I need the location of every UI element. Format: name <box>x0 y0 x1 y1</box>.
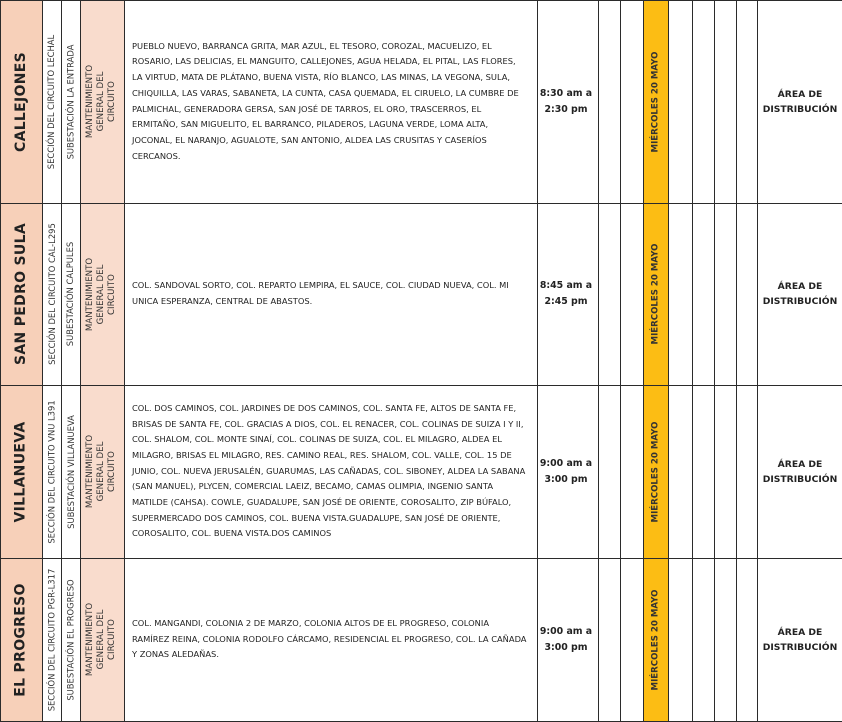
area-line-2: DISTRIBUCIÓN <box>762 473 838 485</box>
time-end: 2:30 pm <box>544 103 588 115</box>
affected-sectors: COL. SANDOVAL SORTO, COL. REPARTO LEMPIRA, EL SAUCE, COL. CIUDAD NUEVA, COL. MI UNICA ESPERANZA, CENTRAL DE ABASTOS. <box>132 280 509 306</box>
section-cell <box>42 203 61 385</box>
circuit-section: SECCIÓN DEL CIRCUITO VNU L391 <box>46 399 57 544</box>
column-divider <box>714 0 715 722</box>
work-cell <box>80 558 124 721</box>
work-cell <box>80 385 124 558</box>
affected-sectors: PUEBLO NUEVO, BARRANCA GRITA, MAR AZUL, EL TESORO, COROZAL, MACUELIZO, EL ROSARIO, LAS DELICIAS, EL MANGUITO, CALLEJONES, AGUA HELADA, EL PITAL, LAS FLORES, LA VIRTUD, MATA DE PLÁTANO, BUENA VISTA, RÍO BLANCO, LAS MINAS, LA VEGONA, SULA, CHIQUILLA, LAS VARAS, SABANETA, LA CUNTA, CASA QUEMADA, EL CIRUELO, LA CUMBRE DE PALMICHAL, GENERADORA GERSA, SAN JOSÉ DE TARROS, EL ORO, TRASCERROS, EL ERMITAÑO, SAN MIGUELITO, EL BARRANCO, PILADEROS, LAGUNA VERDE, LOMA ALTA, JOCONAL, EL NARANJO, AGUALOTE, SAN ANTONIO, ALDEA LAS CRUSITAS Y CASERÍOS CERCANOS. <box>132 40 519 161</box>
city-name: VILLANUEVA <box>13 420 29 523</box>
work-description: MANTENIMIENTO GENERAL DEL CIRCUITO <box>85 257 118 331</box>
work-description: MANTENIMIENTO GENERAL DEL CIRCUITO <box>85 434 118 509</box>
city-name: EL PROGRESO <box>13 582 30 697</box>
date-cell <box>643 203 668 385</box>
city-cell <box>0 558 42 721</box>
column-divider <box>620 0 621 722</box>
area-line-1: ÁREA DE <box>777 88 823 100</box>
area-line-2: DISTRIBUCIÓN <box>762 641 838 653</box>
affected-sectors: COL. DOS CAMINOS, COL. JARDINES DE DOS CAMINOS, COL. SANTA FE, ALTOS DE SANTA FE, BRISAS DE SANTA FE, COL. GRACIAS A DIOS, COL. EL RENACER, COL. COLINAS DE SUIZA I Y II, COL. SHALOM, COL. MONTE SINAÍ, COL. COLINAS DE SUIZA, COL. EL MILAGRO, ALDEA EL MILAGRO, BRISAS EL MILAGRO, RES. CAMINO REAL, RES. SHALOM, COL. VALLE, COL. 15 DE JUNIO, COL. NUEVA JERUSALÉN, GUARUMAS, LAS CAÑADAS, COL. SIBONEY, ALDEA LA SABANA (SAN MANUEL), PLYCEN, COMERCIAL LAEIZ, BECAMO, CAMAS OLIMPIA, INGENIO SANTA MATILDE (CAHSA). COWLE, GUADALUPE, SAN JOSÉ DE ORIENTE, COROSALITO, ZIP BÚFALO, SUPERMERCADO DOS CAMINOS, COL. BUENA VISTA.GUADALUPE, SAN JOSÉ DE ORIENTE, COROSALITO, COL. BUENA VISTA.DOS CAMINOS <box>132 402 526 539</box>
column-divider <box>598 0 599 722</box>
work-cell <box>80 203 124 385</box>
column-divider <box>736 0 737 722</box>
substation-name: SUBESTACIÓN VILLANUEVA <box>65 414 76 529</box>
column-divider <box>692 0 693 722</box>
sectors-cell <box>132 0 528 203</box>
substation-name: SUBESTACIÓN LA ENTRADA <box>65 44 76 159</box>
time-end: 3:00 pm <box>544 473 588 485</box>
section-cell <box>42 558 61 721</box>
area-line-1: ÁREA DE <box>777 626 823 638</box>
time-cell <box>538 203 594 385</box>
area-line-1: ÁREA DE <box>777 458 823 470</box>
area-line-1: ÁREA DE <box>777 281 823 292</box>
work-description: MANTENIMIENTO GENERAL DEL CIRCUITO <box>85 602 118 677</box>
column-divider <box>124 0 125 722</box>
time-start: 9:00 am a <box>539 457 593 469</box>
area-cell <box>758 0 842 203</box>
time-cell <box>538 0 594 203</box>
city-cell <box>0 385 42 558</box>
circuit-section: SECCIÓN DEL CIRCUITO PGR-L317 <box>46 568 57 711</box>
time-cell <box>538 385 594 558</box>
date-cell <box>643 0 668 203</box>
time-cell <box>538 558 594 721</box>
time-start: 9:00 am a <box>539 625 593 637</box>
area-cell <box>758 203 842 385</box>
substation-cell <box>61 0 80 203</box>
area-line-2: DISTRIBUCIÓN <box>762 296 838 307</box>
section-cell <box>42 0 61 203</box>
time-end: 3:00 pm <box>544 641 588 653</box>
sectors-cell <box>132 203 528 385</box>
substation-name: SUBESTACIÓN CALPULES <box>65 241 76 347</box>
time-end: 2:45 pm <box>544 296 588 307</box>
area-cell <box>758 385 842 558</box>
substation-cell <box>61 385 80 558</box>
column-divider <box>668 0 669 722</box>
outage-date: MIÉRCOLES 20 MAYO <box>650 243 661 345</box>
area-cell <box>758 558 842 721</box>
time-start: 8:45 am a <box>539 280 593 291</box>
work-cell <box>80 0 124 203</box>
section-cell <box>42 385 61 558</box>
substation-cell <box>61 558 80 721</box>
outage-date: MIÉRCOLES 20 MAYO <box>650 589 661 690</box>
affected-sectors: COL. MANGANDI, COLONIA 2 DE MARZO, COLONIA ALTOS DE EL PROGRESO, COLONIA RAMÍREZ REINA, COLONIA RODOLFO CÁRCAMO, RESIDENCIAL EL PROGRESO, COL. LA CAÑADA Y ZONAS ALEDAÑAS. <box>132 617 527 660</box>
date-cell <box>643 558 668 721</box>
substation-cell <box>61 203 80 385</box>
work-description: MANTENIMIENTO GENERAL DEL CIRCUITO <box>85 64 118 139</box>
substation-name: SUBESTACIÓN EL PROGRESO <box>65 578 76 701</box>
city-name: CALLEJONES <box>13 51 29 152</box>
date-cell <box>643 385 668 558</box>
circuit-section: SECCIÓN DEL CIRCUITO CAL-L295 <box>46 223 57 365</box>
sectors-cell <box>132 558 528 721</box>
sectors-cell <box>132 385 528 558</box>
time-start: 8:30 am a <box>539 87 593 99</box>
city-name: SAN PEDRO SULA <box>13 223 30 365</box>
area-line-2: DISTRIBUCIÓN <box>762 103 838 115</box>
circuit-section: SECCIÓN DEL CIRCUITO LECHAL <box>46 34 57 169</box>
outage-date: MIÉRCOLES 20 MAYO <box>650 421 661 522</box>
city-cell <box>0 203 42 385</box>
outage-date: MIÉRCOLES 20 MAYO <box>650 51 661 152</box>
city-cell <box>0 0 42 203</box>
